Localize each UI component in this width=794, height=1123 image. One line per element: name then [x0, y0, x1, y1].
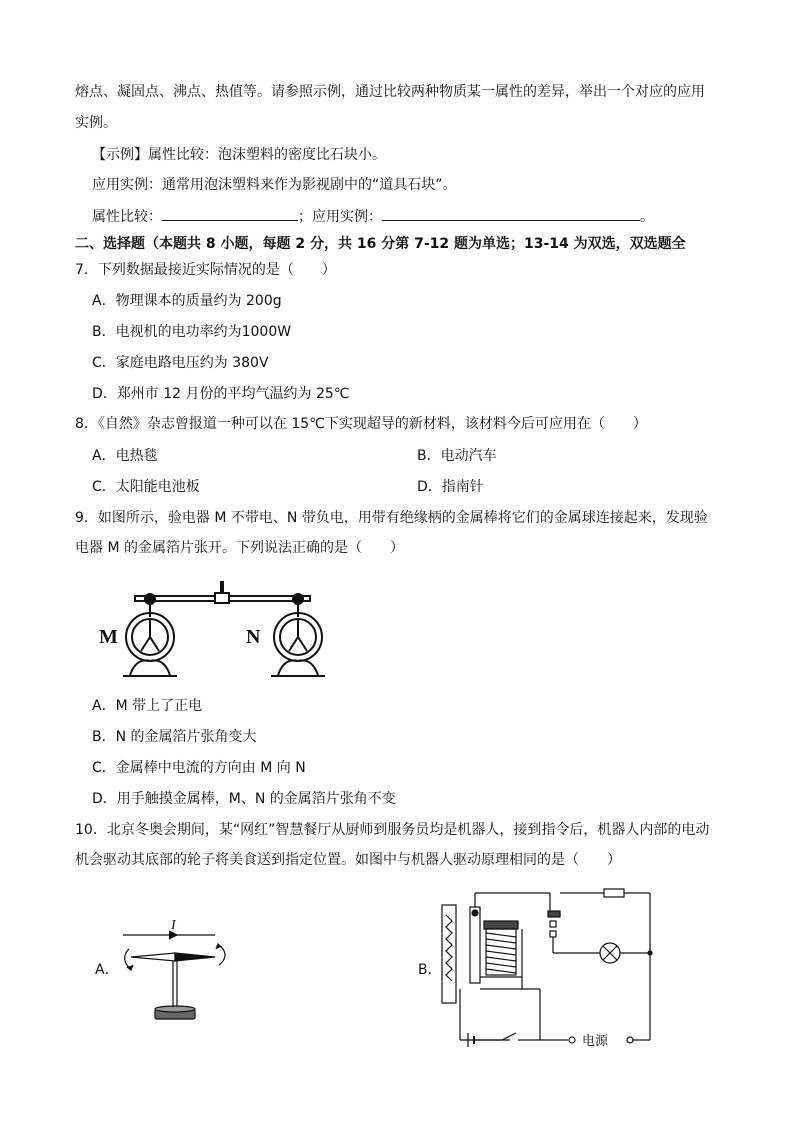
- q9-stem-line-2: 电器 M 的金属箔片张开。下列说法正确的是（ ）: [75, 540, 404, 556]
- property-label: 属性比较：: [92, 209, 162, 225]
- q9-option-b[interactable]: B．N 的金属箔片张角变大: [92, 729, 257, 745]
- relay-figure: [440, 885, 665, 1050]
- q9-option-a[interactable]: A．M 带上了正电: [92, 698, 203, 714]
- answer-end: 。: [640, 209, 654, 225]
- section-2-heading: 二、选择题（本题共 8 小题，每题 2 分，共 16 分第 7-12 题为单选；13-14 为双选，双选题全: [75, 236, 686, 252]
- q9-option-d[interactable]: D．用手触摸金属棒，M、N 的金属箔片张角不变: [92, 791, 396, 807]
- q9-option-c[interactable]: C．金属棒中电流的方向由 M 向 N: [92, 760, 306, 776]
- q8-option-b[interactable]: B．电动汽车: [417, 448, 497, 464]
- q7-stem: 7．下列数据最接近实际情况的是（ ）: [75, 262, 336, 278]
- example-text: 【示例】属性比较：泡沫塑料的密度比石块小。: [92, 147, 386, 163]
- q7-option-a[interactable]: A．物理课本的质量约为 200g: [92, 293, 282, 309]
- application-label: ；应用实例：: [298, 209, 382, 225]
- q8-option-d[interactable]: D．指南针: [417, 479, 484, 495]
- electroscope-figure: [95, 577, 340, 692]
- q7-option-c[interactable]: C．家庭电路电压约为 380V: [92, 355, 269, 371]
- current-label: I: [171, 918, 176, 933]
- q9-stem-line-1: 9．如图所示，验电器 M 不带电、N 带负电，用带有绝缘柄的金属棒将它们的金属球连接起来，发现验: [75, 510, 708, 526]
- label-n: N: [246, 626, 261, 648]
- application-blank[interactable]: [382, 206, 640, 221]
- q10-stem-line-2: 机会驱动其底部的轮子将美食送到指定位置。如图中与机器人驱动原理相同的是（ ）: [75, 852, 621, 868]
- intro-line-2: 实例。: [75, 115, 117, 131]
- answer-line: [92, 206, 654, 227]
- q8-option-a[interactable]: A．电热毯: [92, 448, 158, 464]
- q8-option-c[interactable]: C．太阳能电池板: [92, 479, 200, 495]
- example-application: 应用实例：通常用泡沫塑料来作为影视剧中的“道具石块”。: [92, 177, 457, 193]
- property-blank[interactable]: [162, 206, 298, 221]
- q8-stem: 8．《自然》杂志曾报道一种可以在 15℃下实现超导的新材料，该材料今后可应用在（ ）: [75, 416, 647, 432]
- q7-option-b[interactable]: B．电视机的电功率约为1000W: [92, 324, 292, 340]
- label-m: M: [99, 626, 118, 648]
- q10-stem-line-1: 10．北京冬奥会期间，某“网红”智慧餐厅从厨师到服务员均是机器人，接到指令后，机器人内部的电动: [75, 822, 710, 838]
- power-source-label: 电源: [582, 1034, 609, 1049]
- q10-option-b-label[interactable]: B．: [418, 962, 442, 978]
- q7-option-d[interactable]: D．郑州市 12 月份的平均气温约为 25℃: [92, 386, 350, 402]
- q10-option-a-label[interactable]: A．: [95, 962, 119, 978]
- intro-line-1: 熔点、凝固点、沸点、热值等。请参照示例，通过比较两种物质某一属性的差异，举出一个对应的应用: [75, 84, 705, 100]
- oersted-figure: [115, 915, 245, 1027]
